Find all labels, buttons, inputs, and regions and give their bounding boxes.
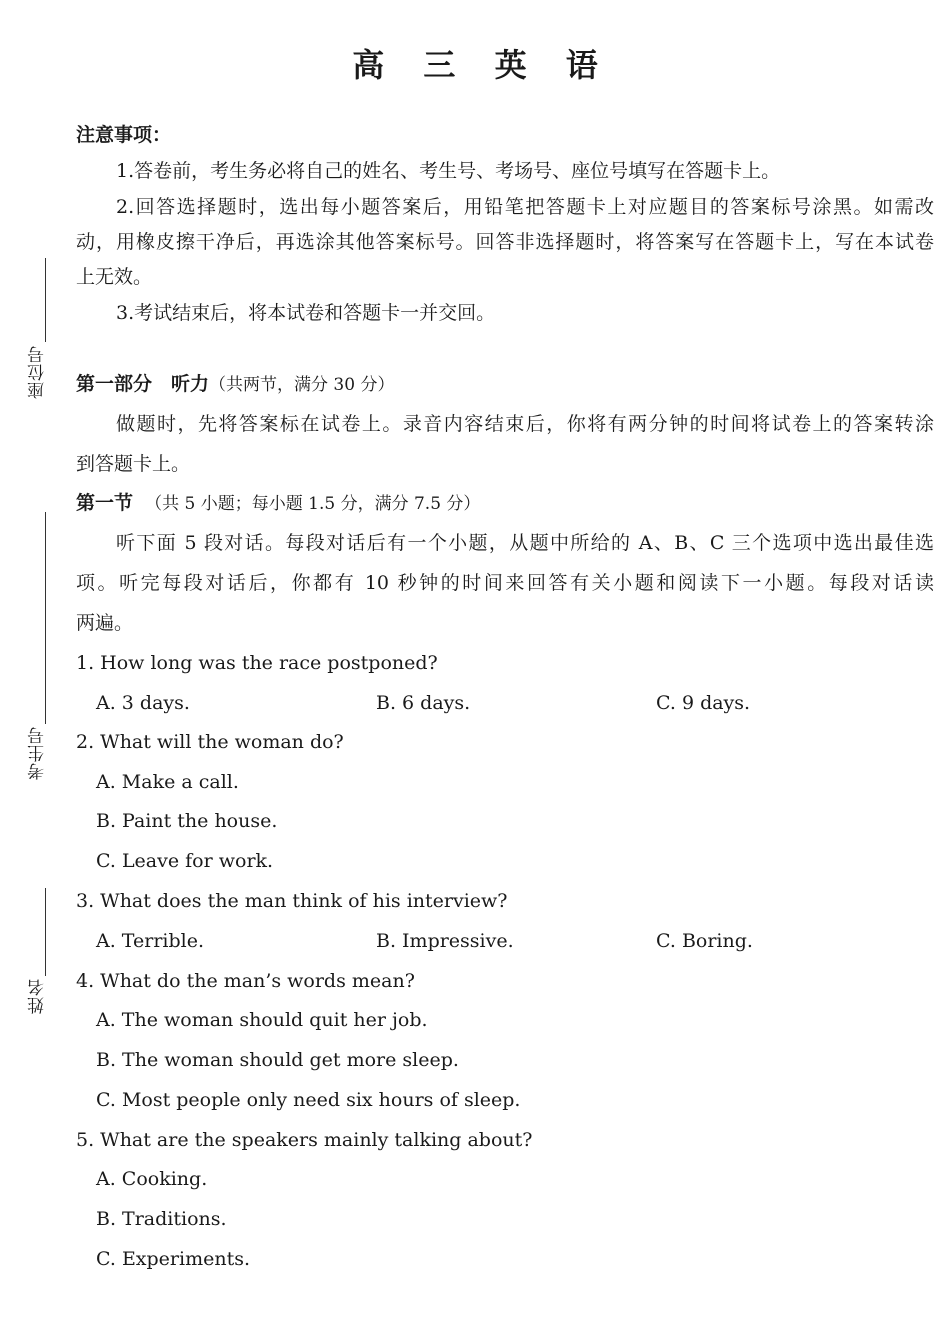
section1-instruction-line-1: 听下面 5 段对话。每段对话后有一个小题，从题中所给的 A、B、C 三个选项中选出最佳选 xyxy=(116,532,934,554)
notice-item-1: 1.答卷前，考生务必将自己的姓名、考生号、考场号、座位号填写在答题卡上。 xyxy=(116,160,781,182)
section1-instruction-line-3: 两遍。 xyxy=(76,612,134,634)
part1-heading: 第一部分 听力 xyxy=(76,373,210,395)
question-5-option-b: B. Traditions. xyxy=(96,1208,227,1230)
question-2-option-a: A. Make a call. xyxy=(96,771,239,793)
question-1-option-b: B. 6 days. xyxy=(376,692,471,714)
seat-number-write-line xyxy=(45,258,46,342)
question-3-option-a: A. Terrible. xyxy=(96,930,205,952)
section1-heading: 第一节 xyxy=(76,492,134,514)
question-3: 3. What does the man think of his interview? xyxy=(76,890,508,912)
section1-heading-note: （共 5 小题；每小题 1.5 分，满分 7.5 分） xyxy=(145,494,481,514)
question-2: 2. What will the woman do? xyxy=(76,731,344,753)
notice-item-2-line-3: 上无效。 xyxy=(76,266,153,288)
question-1-option-a: A. 3 days. xyxy=(96,692,190,714)
question-5-option-c: C. Experiments. xyxy=(96,1248,251,1270)
section1-instruction-line-2: 项。听完每段对话后，你都有 10 秒钟的时间来回答有关小题和阅读下一小题。每段对话读 xyxy=(76,572,934,594)
part1-heading-row xyxy=(76,369,934,400)
question-3-option-c: C. Boring. xyxy=(656,930,753,952)
question-2-option-c: C. Leave for work. xyxy=(96,850,274,872)
notice-heading: 注意事项： xyxy=(76,124,172,146)
part1-heading-note: （共两节，满分 30 分） xyxy=(209,375,395,395)
part1-instruction-line-1: 做题时，先将答案标在试卷上。录音内容结束后，你将有两分钟的时间将试卷上的答案转涂 xyxy=(116,413,934,435)
notice-item-2-line-2: 动，用橡皮擦干净后，再选涂其他答案标号。回答非选择题时，将答案写在答题卡上，写在本试卷 xyxy=(76,231,934,253)
exam-number-write-line xyxy=(45,512,46,724)
seat-number-label: 座位号 xyxy=(28,345,48,399)
part1-instruction-line-2: 到答题卡上。 xyxy=(76,453,191,475)
question-4-option-b: B. The woman should get more sleep. xyxy=(96,1049,459,1071)
name-label: 姓名 xyxy=(28,978,48,1014)
question-4: 4. What do the man’s words mean? xyxy=(76,970,415,992)
section1-heading-row xyxy=(76,488,934,519)
question-1-option-c: C. 9 days. xyxy=(656,692,751,714)
exam-number-label: 考生号 xyxy=(28,726,48,780)
question-4-option-c: C. Most people only need six hours of sleep. xyxy=(96,1089,521,1111)
notice-item-2-line-1: 2.回答选择题时，选出每小题答案后，用铅笔把答题卡上对应题目的答案标号涂黑。如需改 xyxy=(116,196,934,218)
page-title: 高 三 英 语 xyxy=(352,46,612,84)
question-4-option-a: A. The woman should quit her job. xyxy=(96,1009,428,1031)
notice-item-3: 3.考试结束后，将本试卷和答题卡一并交回。 xyxy=(116,302,496,324)
question-5-option-a: A. Cooking. xyxy=(96,1168,208,1190)
question-1: 1. How long was the race postponed? xyxy=(76,652,438,674)
name-write-line xyxy=(45,888,46,976)
question-3-option-b: B. Impressive. xyxy=(376,930,514,952)
question-2-option-b: B. Paint the house. xyxy=(96,810,278,832)
question-5: 5. What are the speakers mainly talking about? xyxy=(76,1129,533,1151)
